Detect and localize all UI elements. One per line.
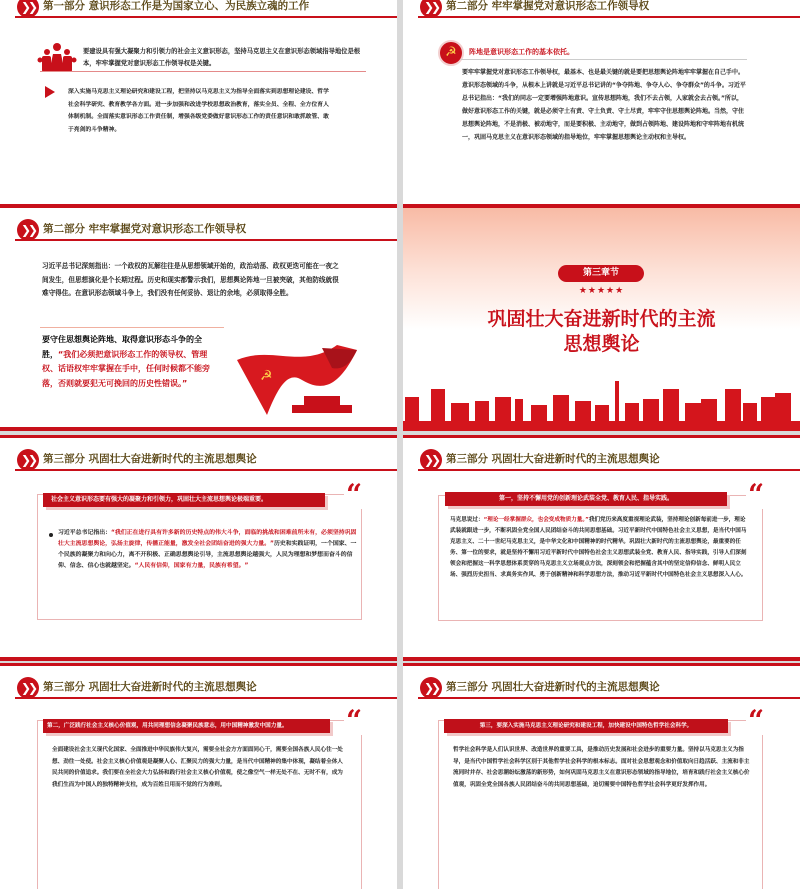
emphasis-text: [42, 333, 222, 391]
body-text: 要牢牢掌握党对意识形态工作领导权，最基本、也是最关键的就是要把思想舆论阵地牢牢掌握在自己手中。意识形态领域的斗争，从根本上讲就是习近平总书记讲的“争夺阵地、争夺人心、争夺群众”的斗争。习近平总书记指出：“我们的同志一定要增强阵地意识。宣传思想阵地，我们不去占领，人家就会去占领。”所以，做好意识形态工作的关键，就是必须守土有责、守土负责、守土尽责，牢牢守住思想舆论阵地。当然，守住思想舆论阵地，不是消极、被动地守，而是要积极、主动地守，做到占领阵地、建设阵地和守牢阵地有机统一，巩固马克思主义在意识形态领域的指导地位，牢牢掌握思想舆论主动权和主导权。: [462, 69, 746, 141]
quote-mark-icon: “: [748, 478, 765, 511]
divider: [40, 327, 224, 328]
slide-5[interactable]: [0, 435, 397, 661]
bottom-bar: [0, 657, 397, 661]
chevron-right-icon: ❯❯: [17, 677, 39, 699]
lead: 马克思说过：: [450, 517, 484, 523]
party-emblem-icon: ☭: [438, 40, 464, 66]
bottom-bar: [0, 427, 397, 431]
section-banner: 第二，广泛践行社会主义核心价值观，用共同理想信念凝聚民族意志，用中国精神激发中国力量。: [43, 719, 330, 733]
body-text: 习近平总书记深刻指出：一个政权的瓦解往往是从思想领域开始的，政治动荡、政权更迭可能在一夜之间发生，但思想演化是个长期过程。历史和现实都警示我们，思想舆论阵地一旦被突破，其他防线就很难守得住。在意识形态领域斗争上，我们没有任何妥协、退让的余地，必须取得全胜。: [42, 262, 339, 297]
chevron-right-icon: ❯❯: [17, 449, 39, 471]
slide-title: 第三部分 巩固壮大奋进新时代的主流思想舆论: [446, 453, 660, 465]
body-text: 哲学社会科学是人们认识世界、改造世界的重要工具，是推动历史发展和社会进步的重要力量。坚持以马克思主义为指导，是当代中国哲学社会科学区别于其他哲学社会科学的根本标志。面对社会思想观念和价值取向日趋活跃、主流和非主流同时并存、社会思潮纷纭激荡的新形势，如何巩固马克思主义在意识形态领域的指导地位，培育和践行社会主义核心价值观，巩固全党全国各族人民团结奋斗的共同思想基础，迫切需要中国特色哲学社会科学更好发挥作用。: [453, 747, 750, 788]
slide-4-chapter-cover[interactable]: [403, 205, 800, 431]
slide-2[interactable]: [403, 0, 800, 208]
body-text: 全面建设社会主义现代化国家、全面推进中华民族伟大复兴，需要全社会方方面面同心干，需要全国各族人民心往一处想、劲往一处使。社会主义核心价值观是凝聚人心、汇聚民力的强大力量，是当代中国精神的集中体现，凝结着全体人民共同的价值追求。我们要在全社会大力弘扬和践行社会主义核心价值观，使之像空气一样无处不在、无时不有，成为我们生而为中国人的独特精神支柱，成为百姓日用而不觉的行为准则。: [52, 747, 343, 788]
body: 历史和实践证明，一个国家、一个民族的凝聚力和向心力，离不开积极、正确思想舆论引导，主流思想舆论越强大，人民为理想和梦想而奋斗的信仰、信念、信心也就越坚定。: [58, 541, 357, 569]
slide-title: 第一部分 意识形态工作是为国家立心、为民族立魂的工作: [43, 0, 310, 12]
people-icon: [37, 42, 77, 74]
lead-text: 要建设具有强大凝聚力和引领力的社会主义意识形态，坚持马克思主义在意识形态领域指导地位是根本，牢牢掌握党对意识形态工作领导权是关键。: [83, 48, 361, 67]
body-text: [450, 515, 750, 581]
slide-title: 第二部分 牢牢掌握党对意识形态工作领导权: [446, 0, 650, 12]
section-banner: 第三，要深入实施马克思主义理论研究和建设工程，加快建设中国特色哲学社会科学。: [444, 719, 728, 733]
section-banner: 社会主义意识形态要有强大的凝聚力和引领力，巩固壮大主流思想舆论极端重要。: [43, 493, 325, 507]
top-bar: [403, 663, 800, 666]
red-quote: “人民有信仰，国家有力量，民族有希望。”: [134, 563, 249, 569]
slide-title: 第三部分 巩固壮大奋进新时代的主流思想舆论: [43, 453, 257, 465]
divider: [15, 697, 397, 699]
quote-mark-icon: “: [748, 704, 765, 737]
chevron-right-icon: ❯❯: [420, 449, 442, 471]
emphasis-black: 要守住思想舆论阵地、取得意识形态斗争的全胜，: [42, 335, 202, 359]
red-quote: “我们正在进行具有许多新的历史特点的伟大斗争，面临的挑战和困难前所未有，必须坚持巩固壮大主流思想舆论，弘扬主旋律，传播正能量，激发全社会团结奋进的强大力量。”: [58, 530, 357, 547]
slide-3[interactable]: [0, 205, 397, 431]
red-flag-illustration: [232, 340, 372, 420]
slide-title: 第三部分 巩固壮大奋进新时代的主流思想舆论: [43, 681, 257, 693]
top-bar: [403, 205, 800, 208]
body-text: 深入实施马克思主义理论研究和建设工程，把坚持以马克思主义为指导全面落实到思想理论建设、哲学社会科学研究、教育教学各方面。进一步加强和改进学校思想政治教育，落实全员、全程、全方位育人体制机制。全面落实意识形态工作责任制，增强各级党委做好意识形态工作的责任意识和敢抓敢管、敢于亮剑的斗争精神。: [68, 89, 329, 133]
svg-text:☭: ☭: [260, 368, 273, 384]
top-bar: [0, 435, 397, 438]
divider: [418, 469, 800, 471]
divider: [418, 697, 800, 699]
top-bar: [0, 663, 397, 666]
red-quote: “理论一经掌握群众，也会变成物质力量。”: [483, 517, 589, 523]
top-bar: [0, 205, 397, 208]
emphasis-red-quote: “我们必须把意识形态工作的领导权、管理权、话语权牢牢掌握在手中，任何时候都不能旁落，否则就要犯无可挽回的历史性错误。”: [42, 349, 210, 388]
chapter-badge: 第三章节: [558, 265, 644, 282]
divider: [15, 469, 397, 471]
slide-1[interactable]: [0, 0, 397, 208]
body: 我们党历来高度重视理论武装，坚持理论创新每前进一步，理论武装就跟进一步，不断巩固全党全国人民团结奋斗的共同思想基础。习近平新时代中国特色社会主义思想，是当代中国马克思主义、二十一世纪马克思主义，是中华文化和中国精神的时代精华。巩固壮大新时代的主流思想舆论，最重要的任务、第一位的要求，就是坚持不懈用习近平新时代中国特色社会主义思想武装全党、教育人民、指导实践，引导人们深刻领会和把握这一科学思想体系贯穿的马克思主义立场观点方法，深刻领会和把握蕴含其中的坚定信仰信念、鲜明人民立场、强烈历史担当、求真务实作风、勇于创新精神和科学思想方法，推动习近平新时代中国特色社会主义思想深入人心。: [450, 517, 747, 578]
divider: [418, 16, 800, 18]
chevron-right-icon: ❯❯: [420, 0, 442, 18]
stars-icon: ★★★★★: [578, 286, 625, 296]
lead: 习近平总书记指出：: [58, 530, 112, 536]
chevron-right-icon: ❯❯: [17, 0, 39, 18]
quote-mark-icon: “: [346, 704, 363, 737]
slide-6[interactable]: [403, 435, 800, 661]
triangle-bullet-icon: [45, 86, 55, 98]
chapter-title-line1: 巩固壮大奋进新时代的主流: [487, 308, 716, 330]
divider: [40, 71, 366, 72]
chevron-right-icon: ❯❯: [420, 677, 442, 699]
section-heading: 阵地是意识形态工作的基本依托。: [469, 48, 574, 56]
body-text: [58, 528, 358, 572]
quote-mark-icon: “: [346, 478, 363, 511]
chapter-title-line2: 思想舆论: [563, 333, 640, 355]
divider: [461, 59, 747, 60]
slide-title: 第二部分 牢牢掌握党对意识形态工作领导权: [43, 223, 247, 235]
slide-title: 第三部分 巩固壮大奋进新时代的主流思想舆论: [446, 681, 660, 693]
section-banner: 第一，坚持不懈用党的创新理论武装全党、教育人民、指导实践。: [445, 492, 727, 506]
top-bar: [403, 435, 800, 438]
bullet-icon: [49, 533, 53, 537]
divider: [15, 239, 397, 241]
city-skyline-illustration: [403, 375, 800, 431]
slide-8[interactable]: [403, 663, 800, 889]
chevron-right-icon: ❯❯: [17, 219, 39, 241]
bottom-bar: [403, 657, 800, 661]
slide-7[interactable]: [0, 663, 397, 889]
divider: [15, 16, 397, 18]
